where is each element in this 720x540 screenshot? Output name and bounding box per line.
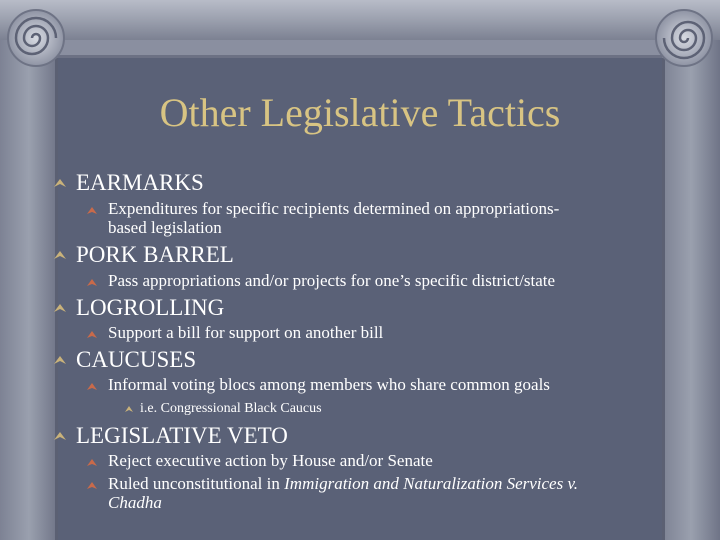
list-item-caucuses-example: i.e. Congressional Black Caucus [140, 401, 322, 416]
list-item-logrolling: LOGROLLING [76, 295, 225, 320]
list-item-veto-ruled-cont: Chadha [108, 493, 162, 512]
bullet-icon [52, 353, 68, 367]
list-item-veto-ruled [108, 474, 578, 493]
bullet-icon [52, 429, 68, 443]
bullet-icon [86, 329, 98, 340]
list-item-earmarks-desc-cont: based legislation [108, 218, 222, 237]
bullet-icon [86, 457, 98, 468]
list-item-caucuses: CAUCUSES [76, 347, 197, 372]
bullet-icon [86, 381, 98, 392]
case-name: Immigration and Naturalization Services v. [284, 474, 578, 493]
bullet-icon [86, 277, 98, 288]
list-item-pork-barrel: PORK BARREL [76, 242, 234, 267]
bullet-icon [52, 248, 68, 262]
bullet-icon [86, 480, 98, 491]
veto-ruled-text: Ruled unconstitutional in [108, 474, 285, 493]
list-item-caucuses-desc: Informal voting blocs among members who share common goals [108, 375, 550, 394]
list-item-pork-barrel-desc: Pass appropriations and/or projects for one’s specific district/state [108, 271, 556, 290]
bullet-icon [52, 301, 68, 315]
list-item-veto-reject: Reject executive action by House and/or Senate [108, 451, 433, 470]
bullet-icon [86, 205, 98, 216]
list-item-earmarks: EARMARKS [76, 170, 204, 195]
slide-title: Other Legislative Tactics [159, 90, 561, 135]
list-item-logrolling-desc: Support a bill for support on another bill [108, 323, 384, 342]
bullet-icon [124, 404, 134, 414]
list-item-earmarks-desc: Expenditures for specific recipients determined on appropriations- [108, 199, 560, 218]
list-item-legislative-veto: LEGISLATIVE VETO [76, 423, 288, 448]
bullet-icon [52, 176, 68, 190]
